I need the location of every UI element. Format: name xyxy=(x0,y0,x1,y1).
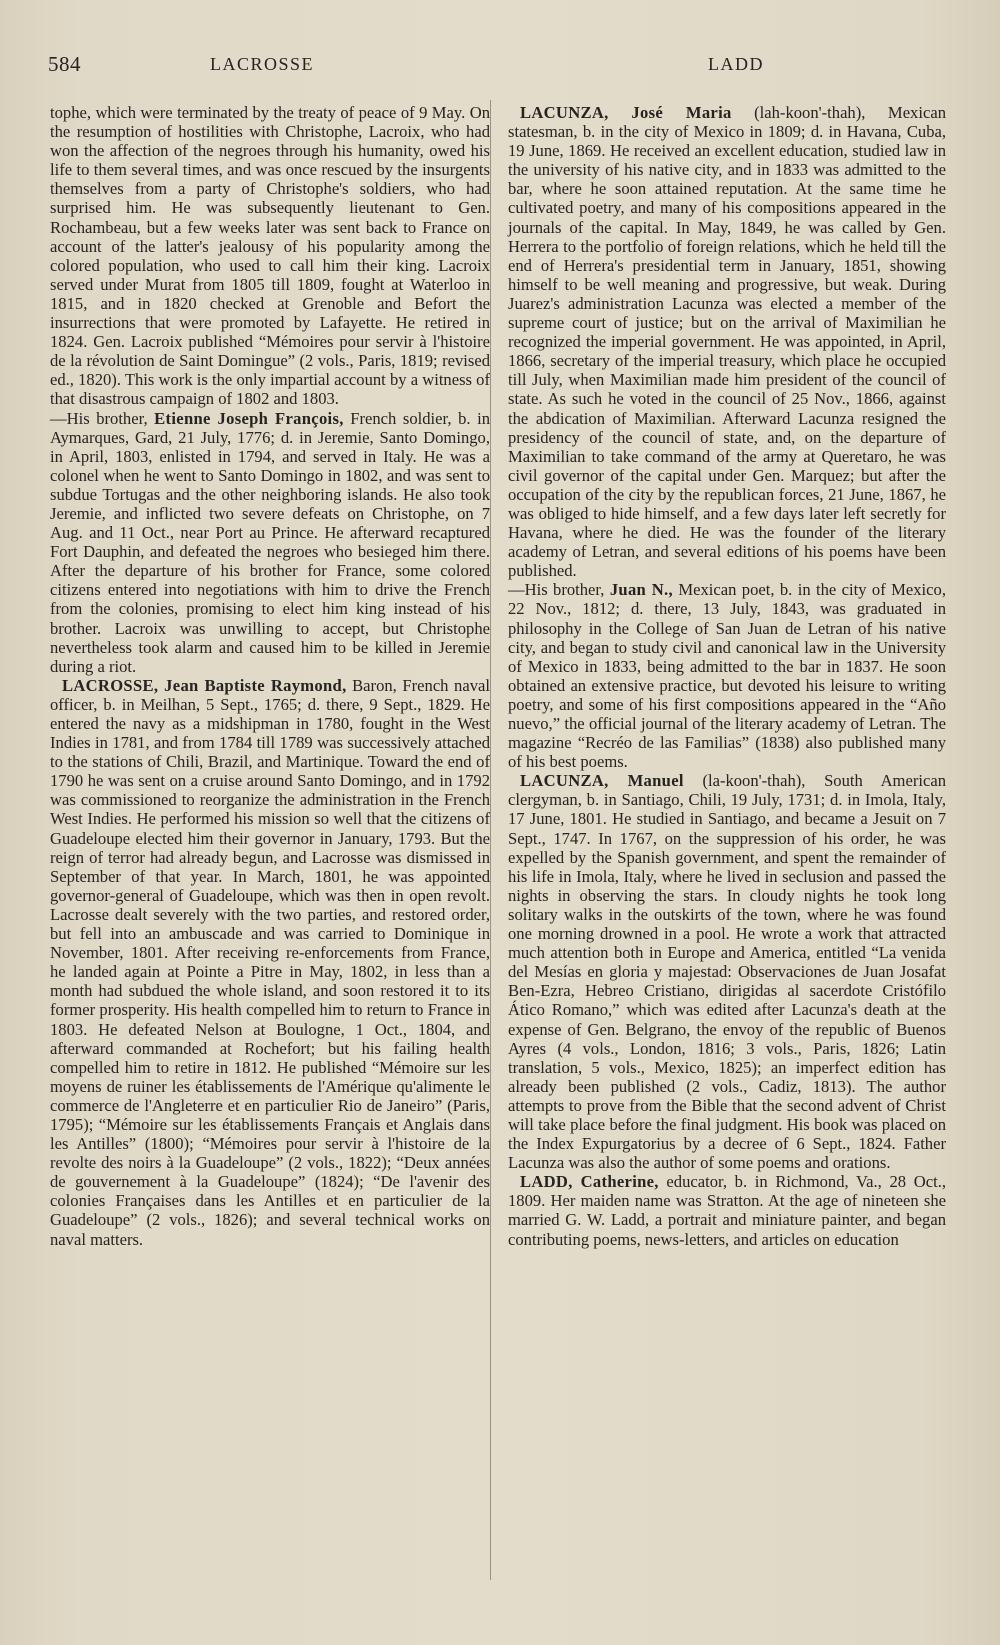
jose-maria-text: (lah-koon'-thah), Mexican statesman, b. in the city of Mexico in 1809; d. in Havana, Cuba, 19 June, 1869. He received an excellent education, studied law in the university of his native city, and in 1833 was admitted to the bar, where he soon attained reputation. At the same time he cultivated poetry, and many of his compositions appeared in the journals of the capital. In May, 1849, he was called by Gen. Herrera to the portfolio of foreign relations, which he held till the end of Herrera's presidential term in January, 1851, showing himself to be well meaning and progressive, but weak. During Juarez's administration Lacunza was elected a member of the supreme court of justice; but on the arrival of Maximilian he recognized the imperial government. He was appointed, in April, 1866, secretary of the imperial treasury, which place he occupied till July, when Maximilian made him president of the council of state. As such he voted in the council of 25 Nov., 1866, against the abdication of Maximilian. Afterward Lacunza resigned the presidency of the council of state, and, on the departure of Maximilian to take command of the army at Queretaro, he was civil governor of the capital under Gen. Marquez; but after the occupation of the city by the republican forces, 21 June, 1867, he was obliged to hide himself, and a few days later left secretly for Havana, where he died. He was the founder of the literary academy of Letran, and several editions of his poems have been published. xyxy=(508,103,946,581)
juan-prefix: —His brother, xyxy=(508,580,605,600)
lacroix-entry-continued: tophe, which were terminated by the treaty of peace of 9 May. On the resumption of hostilities with Christophe, Lacroix, who had won the affection of the negroes through his humanity, owed his life to them several times, and was once rescued by the insurgents themselves from a party of Christophe's soldiers, who had surprised him. He was subsequently lieutenant to Gen. Rochambeau, but a few weeks later was sent back to France on account of the latter's jealousy of his popularity among the colored population, who used to call him their king. Lacroix served under Murat from 1805 till 1809, fought at Waterloo in 1815, and in 1820 checked at Grenoble and Befort the insurrections that were promoted by Lafayette. He retired in 1824. Gen. Lacroix published “Mémoires pour servir à l'histoire de la révolution de Saint Domingue” (2 vols., Paris, 1819; revised ed., 1820). This work is the only impartial account by a witness of that disastrous campaign of 1802 and 1803. xyxy=(50,103,490,409)
juan-n-text: Mexican poet, b. in the city of Mexico, 22 Nov., 1812; d. there, 13 July, 1843, was graduated in philosophy in the College of San Juan de Letran of his native city, and began to study civil and canonical law in the University of Mexico in 1833, being admitted to the bar in 1837. He soon obtained an extensive practice, but devoted his leisure to writing poetry, and some of his first compositions appeared in the “Año nuevo,” the official journal of the literary academy of Letran. The magazine “Recréo de las Familias” (1838) also published many of his best poems. xyxy=(508,580,946,772)
manuel-name: LACUNZA, Manuel xyxy=(520,771,684,791)
juan-n-name: Juan N., xyxy=(609,580,673,600)
ladd-entry xyxy=(508,1172,946,1248)
page-header xyxy=(48,52,764,86)
manuel-lacunza-entry xyxy=(508,771,946,1172)
lacrosse-name: LACROSSE, Jean Baptiste Raymond, xyxy=(62,675,347,695)
page-number: 584 xyxy=(48,52,81,76)
column-divider xyxy=(490,100,491,1580)
left-running-head: LACROSSE xyxy=(210,54,315,74)
lacrosse-text: Baron, French naval officer, b. in Meilhan, 5 Sept., 1765; d. there, 9 Sept., 1829. He entered the navy as a midshipman in 1780, fought in the West Indies in 1781, and from 1784 till 1789 was successively attached to the stations of Chili, Brazil, and Martinique. Toward the end of 1790 he was sent on a cruise around Santo Domingo, and in 1792 was commissioned to reorganize the administration in the French West Indies. He performed his mission so well that the citizens of Guadeloupe elected him their governor in January, 1793. But the reign of terror had already begun, and Lacrosse was dismissed in September of that year. In March, 1801, he was appointed governor-general of Guadeloupe, which was then in open revolt. Lacrosse dealt severely with the two parties, and restored order, but fell into an ambuscade and was carried to Dominique in November, 1801. After receiving re-enforcements from France, he landed again at Pointe a Pitre in May, 1802, in less than a month had subdued the whole island, and soon restored it to its former prosperity. His health compelled him to return to France in 1803. He defeated Nelson at Boulogne, 1 Oct., 1804, and afterward commanded at Rochefort; but his failing health compelled him to retire in 1812. He published “Mémoire sur les moyens de ruiner les établissements de l'Amérique qu'alimente le commerce de l'Angleterre et en particulier Rio de Janeiro” (Paris, 1795); “Mémoire sur les établissements Français et Anglais dans les Antilles” (1800); “Mémoires pour servir à l'histoire de la revolte des noirs à la Guadeloupe” (2 vols., 1822); “Deux années de gouvernement à la Guadeloupe” (1824); “De l'avenir des colonies Françaises dans les Antilles et en particulier de la Guadeloupe” (2 vols., 1826); and several technical works on naval matters. xyxy=(50,675,490,1249)
lacrosse-entry xyxy=(50,676,490,1249)
brother-prefix: —His brother, xyxy=(50,408,148,428)
etienne-text: French soldier, b. in Aymarques, Gard, 21 July, 1776; d. in Jeremie, Santo Domingo, in April, 1803, enlisted in 1794, and served in Italy. He was a colonel when he went to Santo Domingo in 1802, and was sent to subdue Tortugas and the other neighboring islands. He also took Jeremie, and inflicted two severe defeats on Christophe, on 7 Aug. and 11 Oct., near Port au Prince. He afterward recaptured Fort Dauphin, and defeated the negroes who besieged him there. After the departure of his brother for France, some colored citizens entered into negotiations with him to drive the French from the colonies, promising to elect him king instead of his brother. Lacroix was unwilling to accept, but Christophe nevertheless took alarm and caused him to be killed in Jeremie during a riot. xyxy=(50,408,490,676)
juan-n-subentry xyxy=(508,580,946,771)
ladd-name: LADD, Catherine, xyxy=(520,1172,659,1192)
right-column xyxy=(508,103,946,1249)
etienne-name: Etienne Joseph François, xyxy=(154,408,344,428)
manuel-text: (la-koon'-thah), South American clergyman, b. in Santiago, Chili, 19 July, 1731; d. in Imola, Italy, 17 June, 1801. He studied in Santiago, and became a Jesuit on 7 Sept., 1747. In 1767, on the suppression of his order, he was expelled by the Spanish government, and spent the remainder of his life in Imola, Italy, where he lived in seclusion and passed the nights in observing the stars. In cloudy nights he took long solitary walks in the outskirts of the town, where he was found one morning drowned in a pool. He wrote a work that attracted much attention both in Europe and America, entitled “La venida del Mesías en gloria y majestad: Observaciones de Juan Josafat Ben-Ezra, Hebreo Cristiano, dirigidas al sacerdote Cristófilo Ático Romano,” which was edited after Lacunza's death at the expense of Gen. Belgrano, the envoy of the republic of Buenos Ayres (4 vols., London, 1816; 3 vols., Paris, 1826; Latin translation, 5 vols., Mexico, 1825); an imperfect edition has already been published (2 vols., Cadiz, 1813). The author attempts to prove from the Bible that the second advent of Christ will take place before the final judgment. His book was placed on the Index Expurgatorius by a decree of 6 Sept., 1824. Father Lacunza was also the author of some poems and orations. xyxy=(508,771,946,1173)
left-column xyxy=(50,103,490,1249)
etienne-subentry xyxy=(50,409,490,676)
jose-maria-lacunza-entry xyxy=(508,103,946,580)
right-running-head: LADD xyxy=(708,54,764,74)
jose-maria-name: LACUNZA, José Maria xyxy=(520,103,732,122)
ladd-text: educator, b. in Richmond, Va., 28 Oct., 1809. Her maiden name was Stratton. At the age of nineteen she married G. W. Ladd, a portrait and miniature painter, and began contributing poems, news-letters, and articles on education xyxy=(508,1172,946,1249)
